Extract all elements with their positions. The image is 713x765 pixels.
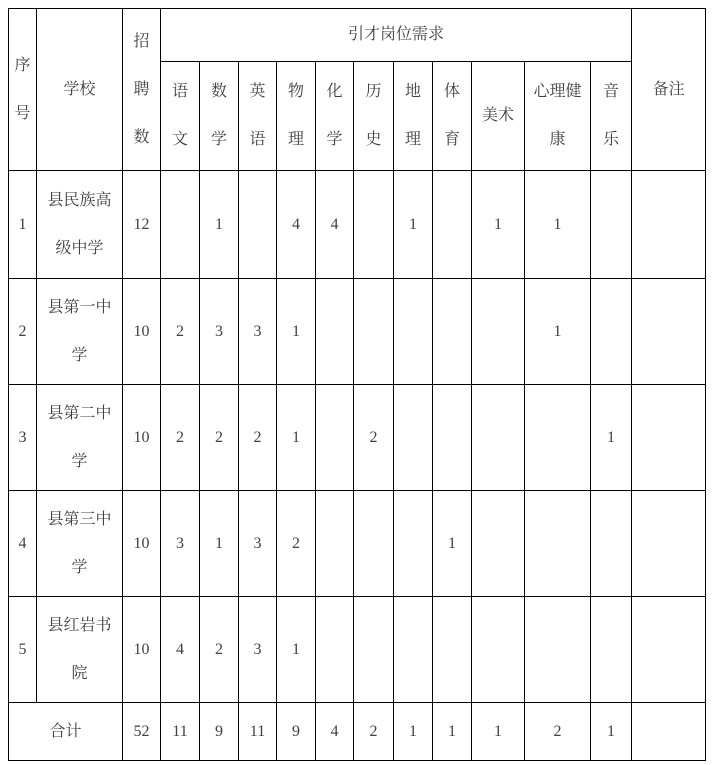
cell-remark bbox=[632, 597, 706, 703]
cell-school-name: 县第一中学 bbox=[37, 279, 123, 385]
cell-remark bbox=[632, 171, 706, 279]
cell-subject-value bbox=[354, 279, 394, 385]
cell-recruit-count: 12 bbox=[123, 171, 161, 279]
col-header-subject-english: 英语 bbox=[239, 62, 277, 171]
cell-serial: 5 bbox=[9, 597, 37, 703]
total-row bbox=[9, 703, 706, 761]
cell-subject-value: 1 bbox=[277, 597, 316, 703]
cell-subject-value: 3 bbox=[239, 491, 277, 597]
cell-subject-value bbox=[354, 171, 394, 279]
cell-subject-value bbox=[316, 597, 354, 703]
col-header-serial: 序号 bbox=[9, 9, 37, 171]
table-row bbox=[9, 385, 706, 491]
cell-remark bbox=[632, 279, 706, 385]
col-header-subject-chinese: 语文 bbox=[161, 62, 200, 171]
cell-subject-value: 1 bbox=[591, 385, 632, 491]
cell-subject-value bbox=[525, 491, 591, 597]
table-row bbox=[9, 491, 706, 597]
cell-recruit-count: 10 bbox=[123, 597, 161, 703]
cell-subject-value: 3 bbox=[200, 279, 239, 385]
cell-subject-value: 2 bbox=[161, 385, 200, 491]
cell-subject-value bbox=[525, 597, 591, 703]
cell-total-subject-value: 2 bbox=[354, 703, 394, 761]
cell-serial: 4 bbox=[9, 491, 37, 597]
cell-subject-value: 2 bbox=[354, 385, 394, 491]
cell-subject-value bbox=[591, 279, 632, 385]
col-header-subject-math: 数学 bbox=[200, 62, 239, 171]
cell-total-subject-value: 4 bbox=[316, 703, 354, 761]
cell-subject-value: 3 bbox=[239, 279, 277, 385]
cell-subject-value bbox=[472, 279, 525, 385]
cell-remark bbox=[632, 491, 706, 597]
col-header-subject-mental-health: 心理健康 bbox=[525, 62, 591, 171]
cell-subject-value bbox=[525, 385, 591, 491]
cell-total-recruit-count: 52 bbox=[123, 703, 161, 761]
cell-subject-value: 3 bbox=[161, 491, 200, 597]
cell-remark bbox=[632, 385, 706, 491]
cell-subject-value bbox=[433, 279, 472, 385]
cell-subject-value bbox=[591, 171, 632, 279]
cell-subject-value bbox=[354, 491, 394, 597]
col-header-school: 学校 bbox=[37, 9, 123, 171]
cell-subject-value bbox=[394, 597, 433, 703]
col-header-subject-art: 美术 bbox=[472, 62, 525, 171]
cell-subject-value bbox=[472, 385, 525, 491]
cell-total-subject-value: 11 bbox=[239, 703, 277, 761]
cell-subject-value bbox=[433, 597, 472, 703]
cell-subject-value bbox=[316, 279, 354, 385]
cell-subject-value bbox=[394, 279, 433, 385]
recruitment-table bbox=[8, 8, 706, 761]
cell-subject-value bbox=[591, 597, 632, 703]
cell-subject-value: 1 bbox=[525, 171, 591, 279]
col-header-subject-history: 历史 bbox=[354, 62, 394, 171]
cell-subject-value bbox=[433, 385, 472, 491]
table-row bbox=[9, 171, 706, 279]
cell-subject-value: 2 bbox=[239, 385, 277, 491]
col-header-subject-pe: 体育 bbox=[433, 62, 472, 171]
col-header-remarks: 备注 bbox=[632, 9, 706, 171]
cell-remark bbox=[632, 703, 706, 761]
cell-subject-value bbox=[472, 491, 525, 597]
cell-subject-value bbox=[316, 491, 354, 597]
cell-subject-value bbox=[591, 491, 632, 597]
col-header-subject-physics: 物理 bbox=[277, 62, 316, 171]
table-row bbox=[9, 279, 706, 385]
cell-total-subject-value: 1 bbox=[472, 703, 525, 761]
cell-subject-value bbox=[394, 385, 433, 491]
col-header-subject-geography: 地理 bbox=[394, 62, 433, 171]
cell-subject-value bbox=[316, 385, 354, 491]
cell-subject-value: 2 bbox=[200, 385, 239, 491]
col-header-demand-group: 引才岗位需求 bbox=[161, 9, 632, 62]
cell-recruit-count: 10 bbox=[123, 385, 161, 491]
cell-subject-value: 4 bbox=[316, 171, 354, 279]
header-row-top bbox=[9, 9, 706, 62]
col-header-subject-chemistry: 化学 bbox=[316, 62, 354, 171]
cell-school-name: 县红岩书院 bbox=[37, 597, 123, 703]
cell-subject-value: 1 bbox=[433, 491, 472, 597]
cell-subject-value bbox=[433, 171, 472, 279]
cell-total-subject-value: 9 bbox=[200, 703, 239, 761]
cell-total-label: 合计 bbox=[9, 703, 123, 761]
cell-subject-value: 2 bbox=[277, 491, 316, 597]
cell-school-name: 县第三中学 bbox=[37, 491, 123, 597]
cell-total-subject-value: 1 bbox=[394, 703, 433, 761]
cell-total-subject-value: 11 bbox=[161, 703, 200, 761]
table-row bbox=[9, 597, 706, 703]
cell-subject-value: 1 bbox=[200, 491, 239, 597]
col-header-subject-music: 音乐 bbox=[591, 62, 632, 171]
cell-recruit-count: 10 bbox=[123, 491, 161, 597]
cell-subject-value bbox=[239, 171, 277, 279]
col-header-recruit-count: 招聘数 bbox=[123, 9, 161, 171]
cell-subject-value: 1 bbox=[525, 279, 591, 385]
cell-subject-value: 1 bbox=[277, 385, 316, 491]
cell-total-subject-value: 1 bbox=[591, 703, 632, 761]
cell-serial: 1 bbox=[9, 171, 37, 279]
cell-subject-value: 1 bbox=[472, 171, 525, 279]
cell-recruit-count: 10 bbox=[123, 279, 161, 385]
cell-subject-value: 1 bbox=[200, 171, 239, 279]
cell-total-subject-value: 9 bbox=[277, 703, 316, 761]
cell-subject-value bbox=[354, 597, 394, 703]
cell-subject-value bbox=[394, 491, 433, 597]
cell-subject-value: 4 bbox=[277, 171, 316, 279]
cell-subject-value: 2 bbox=[200, 597, 239, 703]
cell-subject-value bbox=[161, 171, 200, 279]
cell-serial: 3 bbox=[9, 385, 37, 491]
cell-subject-value bbox=[472, 597, 525, 703]
cell-subject-value: 2 bbox=[161, 279, 200, 385]
cell-total-subject-value: 1 bbox=[433, 703, 472, 761]
cell-school-name: 县第二中学 bbox=[37, 385, 123, 491]
cell-serial: 2 bbox=[9, 279, 37, 385]
cell-subject-value: 3 bbox=[239, 597, 277, 703]
cell-total-subject-value: 2 bbox=[525, 703, 591, 761]
cell-subject-value: 4 bbox=[161, 597, 200, 703]
cell-subject-value: 1 bbox=[277, 279, 316, 385]
cell-school-name: 县民族高级中学 bbox=[37, 171, 123, 279]
cell-subject-value: 1 bbox=[394, 171, 433, 279]
